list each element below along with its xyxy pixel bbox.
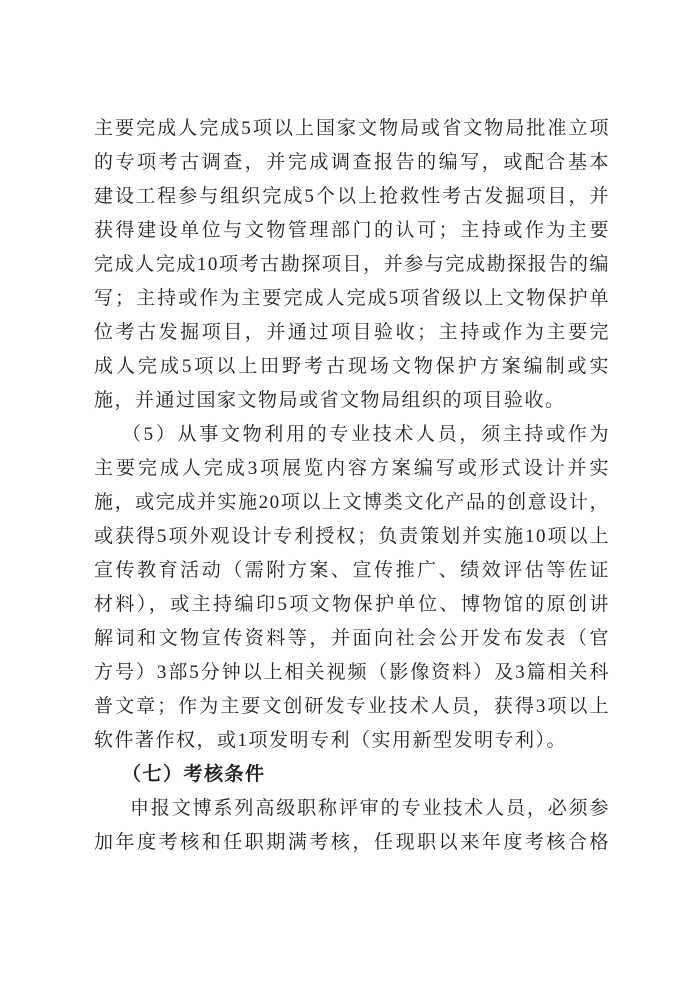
text-line: 方号）3部5分钟以上相关视频（影像资料）及3篇相关科	[94, 662, 610, 683]
text-line: 成人完成5项以上田野考古现场文物保护方案编制或实	[94, 356, 610, 377]
text-line: 施，并通过国家文物局或省文物局组织的项目验收。	[94, 390, 566, 411]
text-line: 或获得5项外观设计专利授权；负责策划并实施10项以上	[94, 526, 610, 547]
paragraph-start-line: （5）从事文物利用的专业技术人员，须主持或作为	[122, 424, 610, 445]
text-line: 普文章；作为主要文创研发专业技术人员，获得3项以上	[94, 696, 610, 717]
text-line: 解词和文物宣传资料等，并面向社会公开发布发表（官	[94, 628, 610, 649]
text-line: 材料），或主持编印5项文物保护单位、博物馆的原创讲	[94, 594, 610, 615]
text-line: 主要完成人完成3项展览内容方案编写或形式设计并实	[94, 458, 610, 479]
text-line: 建设工程参与组织完成5个以上抢救性考古发掘项目，并	[94, 186, 610, 207]
text-line: 完成人完成10项考古勘探项目，并参与完成勘探报告的编	[94, 254, 610, 275]
document-content	[94, 112, 610, 860]
text-line: 的专项考古调查，并完成调查报告的编写，或配合基本	[94, 152, 610, 173]
text-line: 主要完成人完成5项以上国家文物局或省文物局批准立项	[94, 118, 610, 139]
paragraph-start-line: 申报文博系列高级职称评审的专业技术人员，必须参	[130, 798, 610, 819]
text-line: 宣传教育活动（需附方案、宣传推广、绩效评估等佐证	[94, 560, 610, 581]
text-line: 写；主持或作为主要完成人完成5项省级以上文物保护单	[94, 288, 610, 309]
section-heading: （七）考核条件	[122, 764, 266, 785]
text-line: 软件著作权，或1项发明专利（实用新型发明专利）。	[94, 730, 568, 751]
text-line: 加年度考核和任职期满考核，任现职以来年度考核合格	[94, 832, 610, 853]
text-line: 施，或完成并实施20项以上文博类文化产品的创意设计，	[94, 492, 610, 513]
text-line: 位考古发掘项目，并通过项目验收；主持或作为主要完	[94, 322, 610, 343]
text-line: 获得建设单位与文物管理部门的认可；主持或作为主要	[94, 220, 610, 241]
